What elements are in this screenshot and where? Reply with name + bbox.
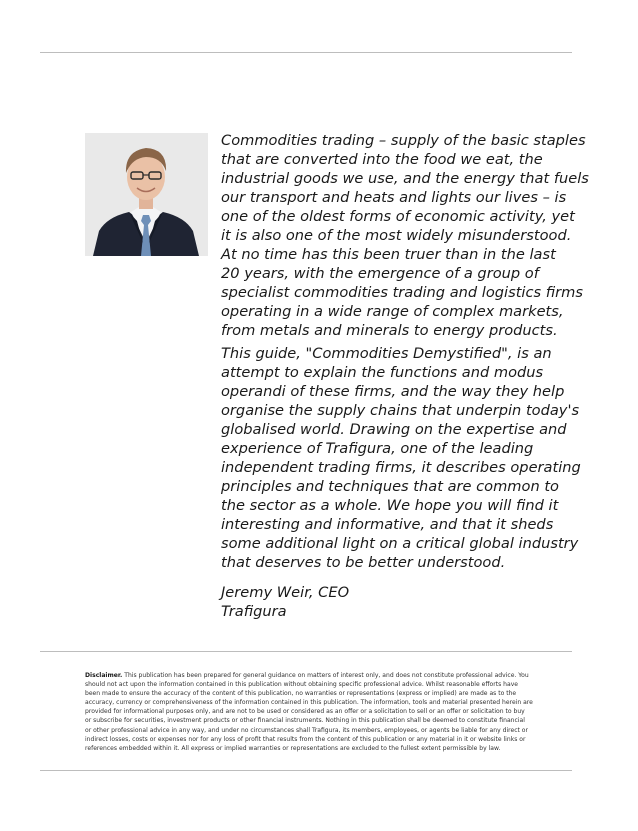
disclaimer-text: indirect losses, costs or expenses nor for any loss of profit that results from the content of this publication or any material in it or website links or (85, 735, 526, 743)
text-line: it is also one of the most widely misunderstood. (221, 227, 572, 244)
text-line: that are converted into the food we eat, the (221, 151, 543, 168)
text-line: Commodities trading – supply of the basic staples (221, 132, 586, 149)
text-line: the sector as a whole. We hope you will find it (221, 497, 559, 514)
text-line: our transport and heats and lights our lives – is (221, 189, 567, 206)
disclaimer-text: or subscribe for securities, investment products or other financial instruments. Nothing in this publication shall be deemed to constitute financial (85, 717, 525, 725)
bottom-divider (40, 770, 572, 771)
text-line: independent trading firms, it describes operating (221, 459, 581, 476)
text-line: attempt to explain the functions and modus (221, 364, 544, 381)
disclaimer (85, 671, 531, 753)
foreword-paragraph-1 (221, 131, 589, 340)
text-line: organise the supply chains that underpin today's (221, 402, 580, 419)
text-line: specialist commodities trading and logistics firms (221, 284, 583, 301)
top-divider (40, 52, 572, 53)
text-line: experience of Trafigura, one of the leading (221, 440, 534, 457)
disclaimer-text: accuracy, currency or comprehensiveness of the information contained in this publication. The information, tools and material presented herein are (85, 699, 533, 707)
ceo-portrait (85, 133, 208, 256)
disclaimer-text: been made to ensure the accuracy of the content of this publication, no warranties or representations (express or implied) are made as to the (85, 690, 517, 698)
text-line: 20 years, with the emergence of a group of (221, 265, 539, 282)
foreword-quote (221, 131, 589, 572)
disclaimer-text: should not act upon the information contained in this publication without obtaining specific professional advice. Whilst reasonable efforts have (85, 681, 518, 689)
text-line: that deserves to be better understood. (221, 554, 506, 571)
signature-name: Jeremy Weir, CEO (221, 584, 350, 601)
text-line: from metals and minerals to energy products. (221, 322, 558, 339)
text-line: principles and techniques that are common to (221, 478, 559, 495)
text-line: operating in a wide range of complex markets, (221, 303, 564, 320)
text-line: industrial goods we use, and the energy that fuels (221, 170, 589, 187)
disclaimer-text: provided for informational purposes only, and are not to be used or considered as an offer or a solicitation to sell or an offer or solicitation to buy (85, 708, 525, 716)
signature-block (221, 583, 551, 621)
text-line: one of the oldest forms of economic activity, yet (221, 208, 575, 225)
disclaimer-text: This publication has been prepared for general guidance on matters of interest only, and does not constitute professional advice. You (122, 672, 529, 679)
text-line: At no time has this been truer than in the last (221, 246, 556, 263)
middle-divider (40, 651, 572, 652)
foreword-paragraph-2 (221, 344, 581, 572)
text-line: some additional light on a critical global industry (221, 535, 579, 552)
text-line: globalised world. Drawing on the expertise and (221, 421, 567, 438)
disclaimer-text: or other professional advice in any way, and under no circumstances shall Trafigura, its members, employees, or agents be liable for any direct or (85, 726, 528, 734)
text-line: interesting and informative, and that it sheds (221, 516, 554, 533)
disclaimer-text: references embedded within it. All express or implied warranties or representations are excluded to the fullest extent permissible by law. (85, 744, 501, 752)
text-line: operandi of these firms, and the way they help (221, 383, 565, 400)
text-line: This guide, "Commodities Demystified", is an (221, 345, 552, 362)
disclaimer-label: Disclaimer. (85, 672, 123, 679)
disclaimer-first-line (85, 671, 531, 680)
signature-company: Trafigura (221, 603, 287, 620)
